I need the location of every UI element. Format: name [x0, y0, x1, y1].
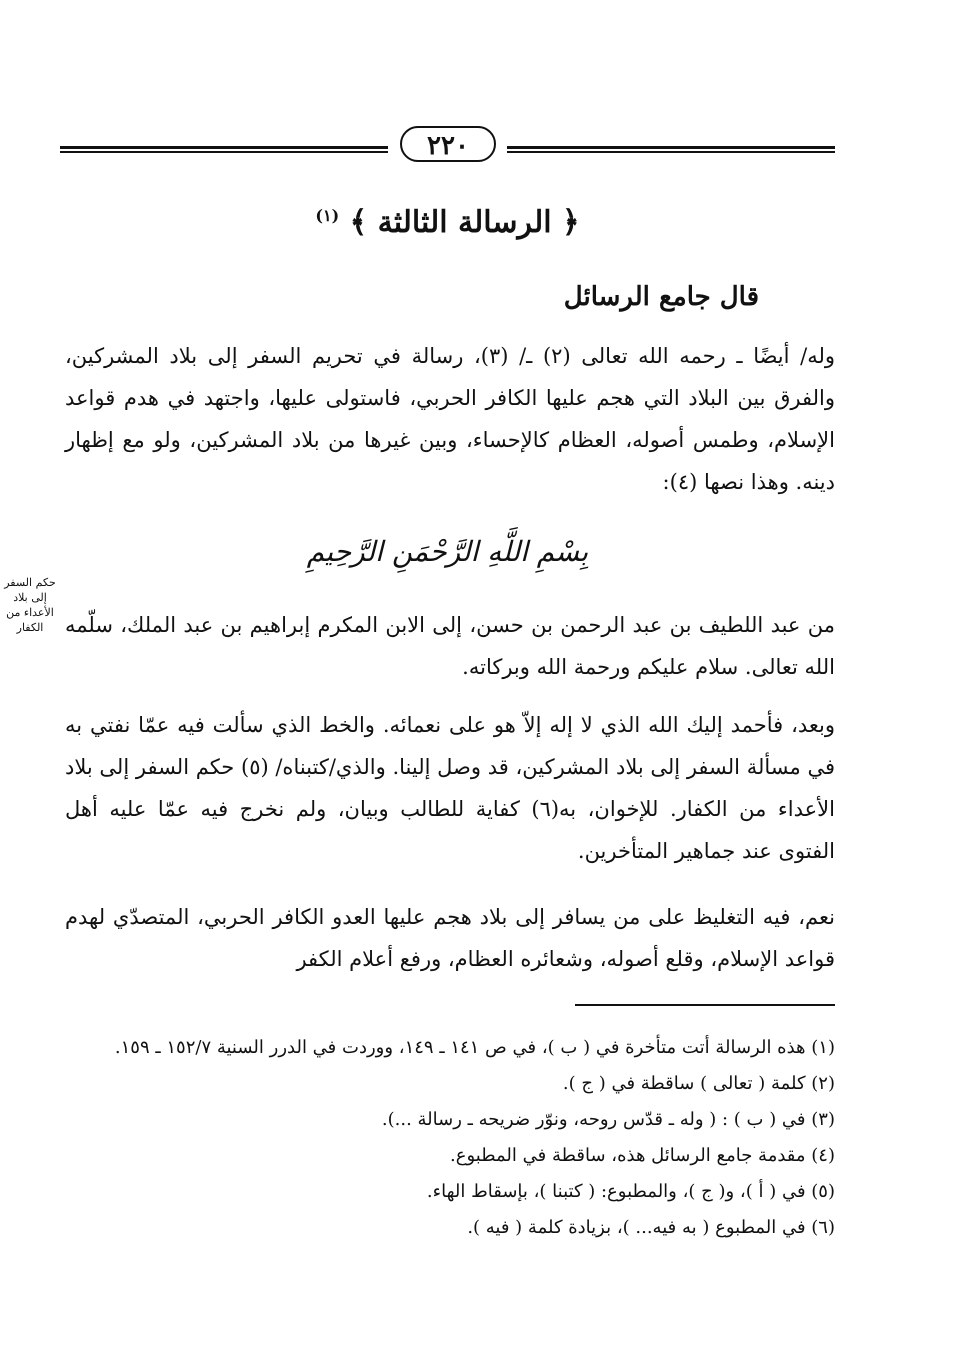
header-rule-left: [60, 146, 388, 153]
footnote-3: (٣) في ( ب ) : ( وله ـ قدّس روحه، ونوّر ضريحه ـ رسالة ...).: [381, 1109, 835, 1130]
page-number: ٢٢٠: [400, 126, 496, 162]
footnote-2: (٢) كلمة ( تعالى ) ساقطة في ( ج ).: [562, 1073, 835, 1094]
footnote-separator: [575, 1004, 835, 1006]
salutation-paragraph: من عبد اللطيف بن عبد الرحمن بن حسن، إلى الابن المكرم إبراهيم بن عبد الملك، سلّمه الله تعالى. سلام عليكم ورحمة الله وبركاته.: [65, 613, 835, 679]
body-paragraph-continued: نعم، فيه التغليظ على من يسافر إلى بلاد هجم عليها العدو الكافر الحربي، المتصدّي لهدم قواعد الإسلام، وقلع أصوله، وشعائره العظام، ورفع أعلام الكفر: [65, 905, 835, 971]
epistle-title-text: ﴿ الرسالة الثالثة ﴾: [349, 205, 580, 240]
margin-note: حكم السفر إلى بلاد الأعداء من الكفار: [4, 576, 56, 634]
body-paragraph: وبعد، فأحمد إليك الله الذي لا إله إلاّ هو على نعمائه. والخط الذي سألت فيه عمّا نفتي به في مسألة السفر إلى بلاد المشركين، قد وصل إلينا. والذي/كتبناه/ (٥) حكم السفر إلى بلاد الأعداء من الكفار. للإخوان، به(٦) كفاية للطالب وبيان، ولم نخرج فيه عمّا عليه أهل الفتوى عند جماهير المتأخرين.: [65, 713, 835, 863]
footnote-5: (٥) في ( أ )، و( ج )، والمطبوع: ( كتبنا )، بإسقاط الهاء.: [426, 1181, 835, 1202]
basmala: بِسْمِ اللَّهِ الرَّحْمَنِ الرَّحِيمِ: [306, 535, 589, 568]
header-rule-right: [507, 146, 835, 153]
footnote-1: (١) هذه الرسالة أتت متأخرة في ( ب )، في ص ١٤١ ـ ١٤٩، ووردت في الدرر السنية ١٥٢/٧ ـ ١٥٩.: [114, 1037, 835, 1058]
section-heading: قال جامع الرسائل: [563, 282, 759, 312]
page-header: [60, 120, 835, 170]
footnote-6: (٦) في المطبوع ( به فيه... )، بزيادة كلمة ( فيه ).: [467, 1217, 835, 1238]
footnote-4: (٤) مقدمة جامع الرسائل هذه، ساقطة في المطبوع.: [450, 1145, 835, 1166]
epistle-title: [60, 205, 835, 240]
title-footnote-ref: (١): [315, 206, 340, 225]
footnotes: [65, 1030, 835, 1246]
intro-paragraph: وله/ أيضًا ـ رحمه الله تعالى (٢) ـ/ (٣)، رسالة في تحريم السفر إلى بلاد المشركين، والفرق بين البلاد التي هجم عليها الكافر الحربي، فاستولى عليها، واجتهد في هدم قواعد الإسلام، وطمس أصوله، العظام كالإحساء، وبين غيرها من بلاد المشركين، ولو مع إظهار دينه. وهذا نصها (٤):: [65, 344, 835, 494]
